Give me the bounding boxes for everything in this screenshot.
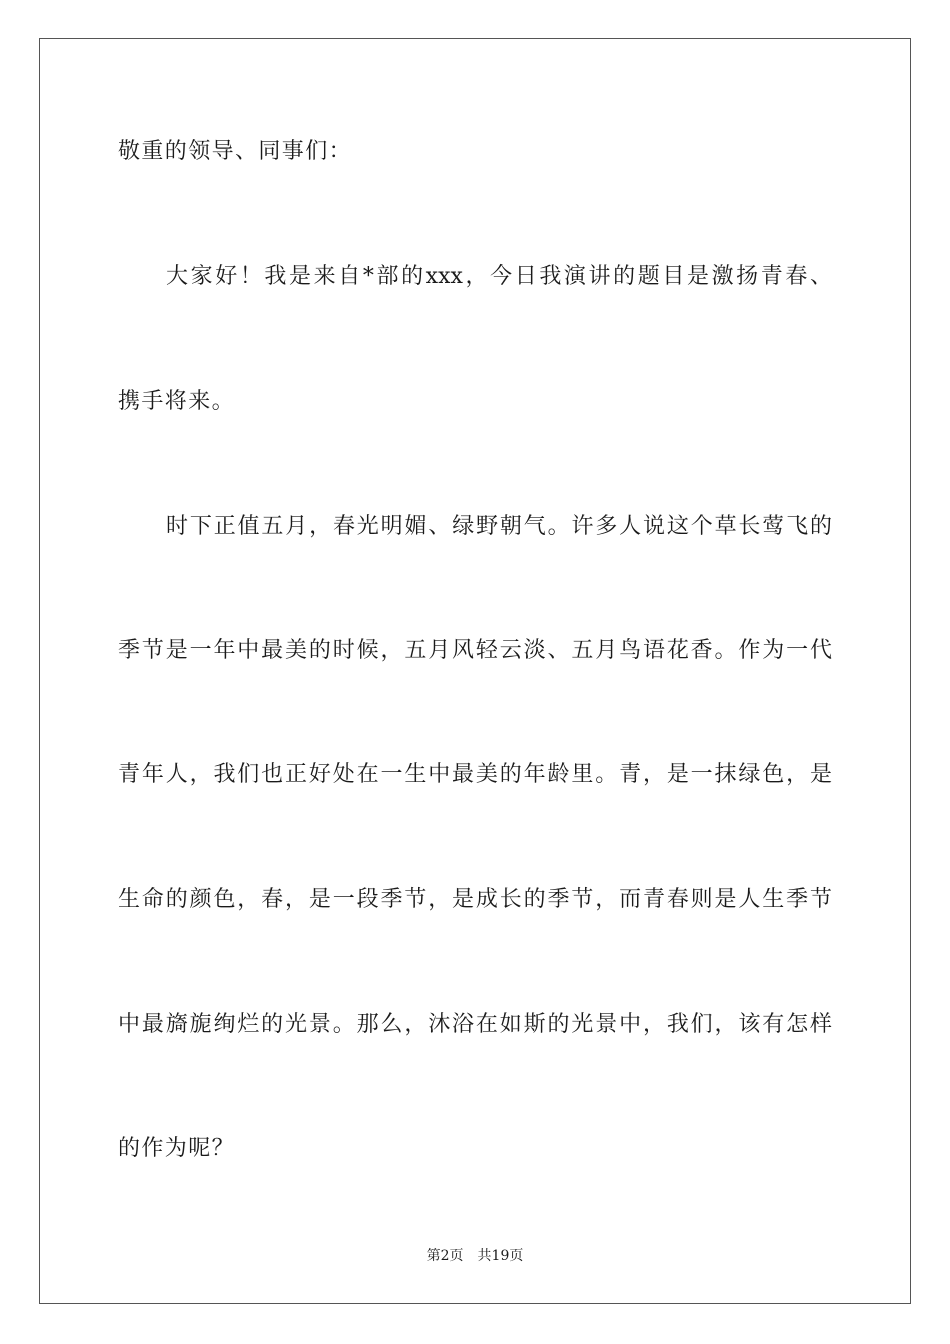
- paragraph-2-line-5: 中最旖旎绚烂的光景。那么，沐浴在如斯的光景中，我们，该有怎样: [118, 1012, 832, 1037]
- paragraph-2-line-4: 生命的颜色，春，是一段季节，是成长的季节，而青春则是人生季节: [118, 887, 832, 912]
- page-number: 第2页: [426, 1248, 464, 1264]
- paragraph-2-line-3: 青年人，我们也正好处在一生中最美的年龄里。青，是一抹绿色，是: [118, 762, 832, 787]
- paragraph-1-line-1: 大家好！我是来自*部的xxx，今日我演讲的题目是激扬青春、: [166, 264, 832, 289]
- paragraph-2-line-1: 时下正值五月，春光明媚、绿野朝气。许多人说这个草长莺飞的: [166, 514, 832, 539]
- page-border: [39, 38, 911, 1304]
- salutation-line: 敬重的领导、同事们：: [118, 139, 353, 164]
- paragraph-2-line-6: 的作为呢？: [118, 1136, 236, 1161]
- paragraph-1-line-2: 携手将来。: [118, 389, 236, 414]
- paragraph-2-line-2: 季节是一年中最美的时候，五月风轻云淡、五月鸟语花香。作为一代: [118, 638, 832, 663]
- page-total: 共19页: [477, 1248, 524, 1264]
- page-footer: [0, 1246, 950, 1266]
